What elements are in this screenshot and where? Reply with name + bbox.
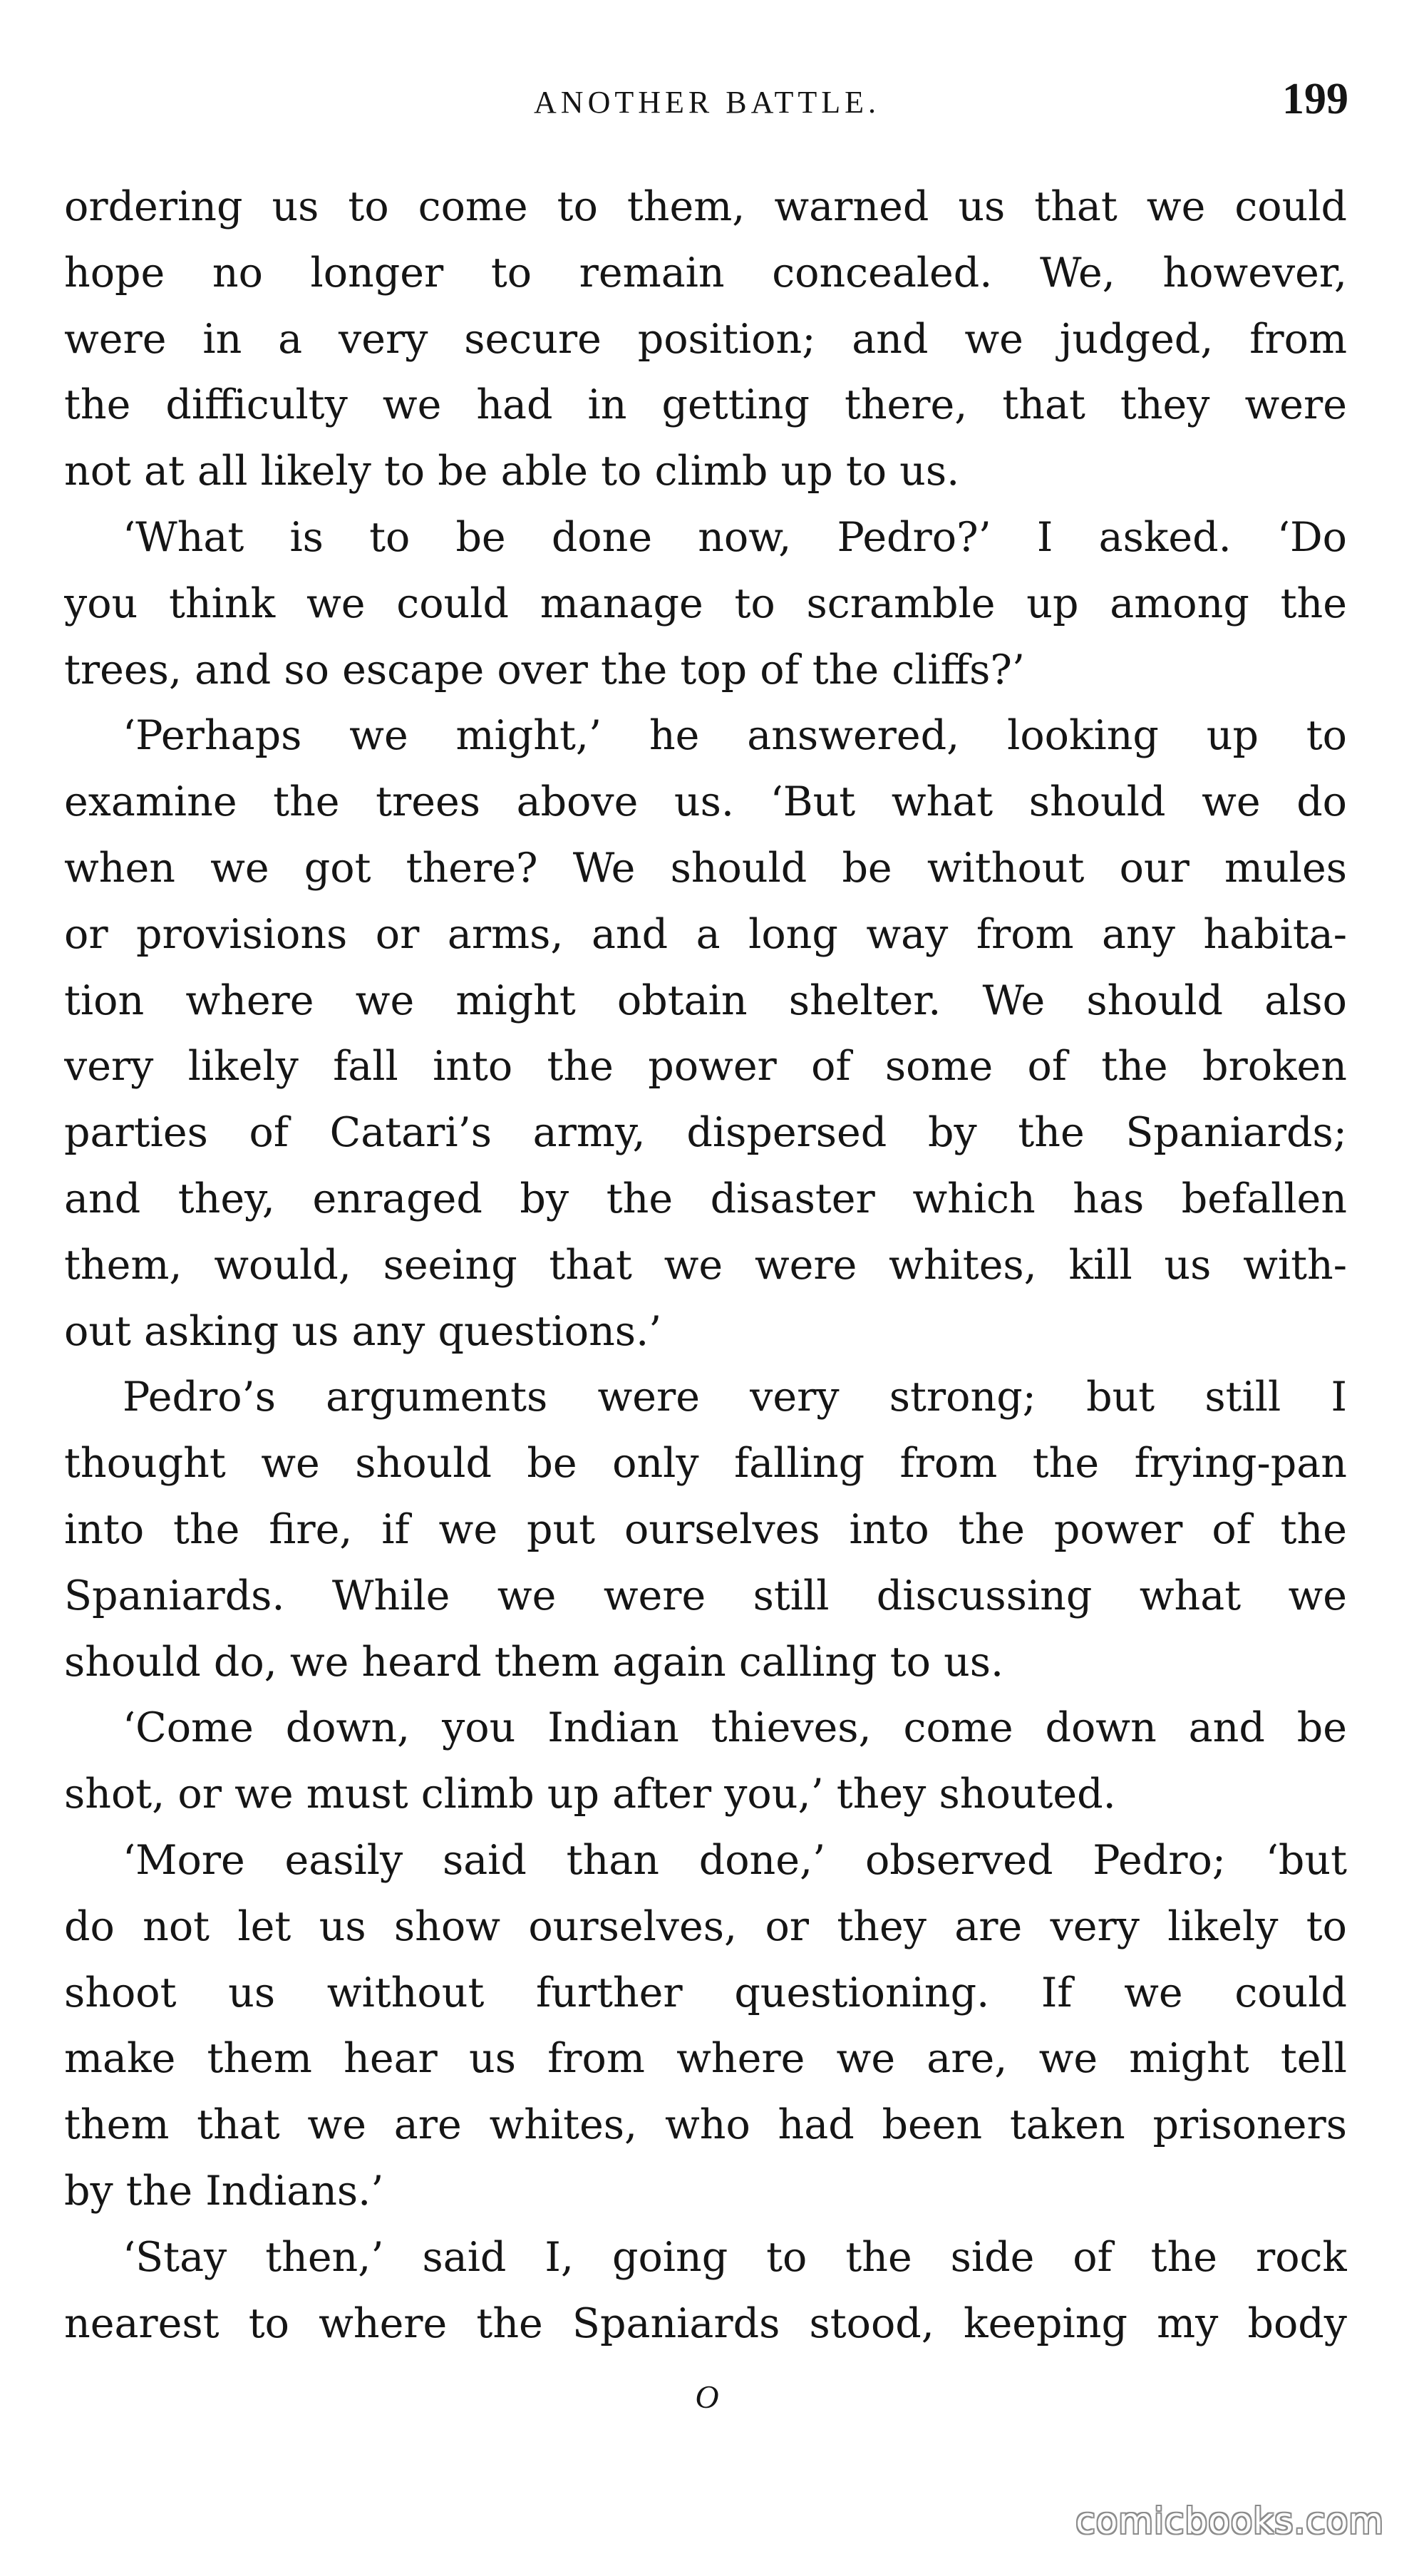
page-number: 199: [1282, 75, 1348, 123]
running-head: [66, 74, 1348, 138]
text-line: do not let us show ourselves, or they are very likely to: [64, 1902, 1347, 1950]
text-line: nearest to where the Spaniards stood, keeping my body: [64, 2299, 1347, 2347]
text-line: examine the trees above us. ‘But what should we do: [64, 778, 1347, 826]
text-line: Spaniards. While we were still discussing what we: [64, 1572, 1347, 1619]
text-line: ‘Come down, you Indian thieves, come down and be: [123, 1704, 1347, 1752]
text-line: should do, we heard them again calling to us.: [64, 1638, 1004, 1686]
signature-mark: O: [695, 2379, 719, 2415]
text-line: ‘What is to be done now, Pedro?’ I asked. ‘Do: [123, 513, 1347, 561]
watermark: comicbooks.com: [1075, 2500, 1384, 2542]
text-line: were in a very secure position; and we judged, from: [64, 315, 1347, 363]
text-line: out asking us any questions.’: [64, 1307, 662, 1355]
text-line: thought we should be only falling from the frying-pan: [64, 1440, 1347, 1488]
running-title: ANOTHER BATTLE.: [534, 85, 880, 120]
text-line: shoot us without further questioning. If we could: [64, 1969, 1347, 2016]
text-line: ‘More easily said than done,’ observed Pedro; ‘but: [123, 1836, 1347, 1884]
text-line: Pedro’s arguments were very strong; but still I: [123, 1374, 1347, 1421]
text-line: them that we are whites, who had been taken prisoners: [64, 2101, 1347, 2149]
text-line: make them hear us from where we are, we might tell: [64, 2035, 1347, 2083]
body-text: [64, 174, 1347, 2356]
text-line: when we got there? We should be without our mules: [64, 844, 1347, 892]
text-line: tion where we might obtain shelter. We should also: [64, 977, 1347, 1024]
text-line: hope no longer to remain concealed. We, however,: [64, 249, 1347, 297]
text-line: by the Indians.’: [64, 2167, 384, 2215]
text-line: trees, and so escape over the top of the cliffs?’: [64, 646, 1026, 694]
text-line: ‘Perhaps we might,’ he answered, looking up to: [123, 712, 1347, 760]
text-line: or provisions or arms, and a long way from any habita-: [64, 910, 1347, 958]
text-line: parties of Catari’s army, dispersed by the Spaniards;: [64, 1109, 1347, 1157]
text-line: ordering us to come to them, warned us that we could: [64, 183, 1347, 230]
text-line: ‘Stay then,’ said I, going to the side of the rock: [123, 2233, 1347, 2281]
text-line: the difficulty we had in getting there, that they were: [64, 381, 1347, 429]
text-line: shot, or we must climb up after you,’ they shouted.: [64, 1771, 1116, 1818]
text-line: and they, enraged by the disaster which has befallen: [64, 1175, 1347, 1222]
text-line: very likely fall into the power of some of the broken: [64, 1043, 1347, 1091]
text-line: into the fire, if we put ourselves into the power of the: [64, 1505, 1347, 1553]
text-line: not at all likely to be able to climb up to us.: [64, 448, 960, 495]
text-line: them, would, seeing that we were whites, kill us with-: [64, 1241, 1347, 1289]
text-line: you think we could manage to scramble up among the: [64, 579, 1347, 627]
